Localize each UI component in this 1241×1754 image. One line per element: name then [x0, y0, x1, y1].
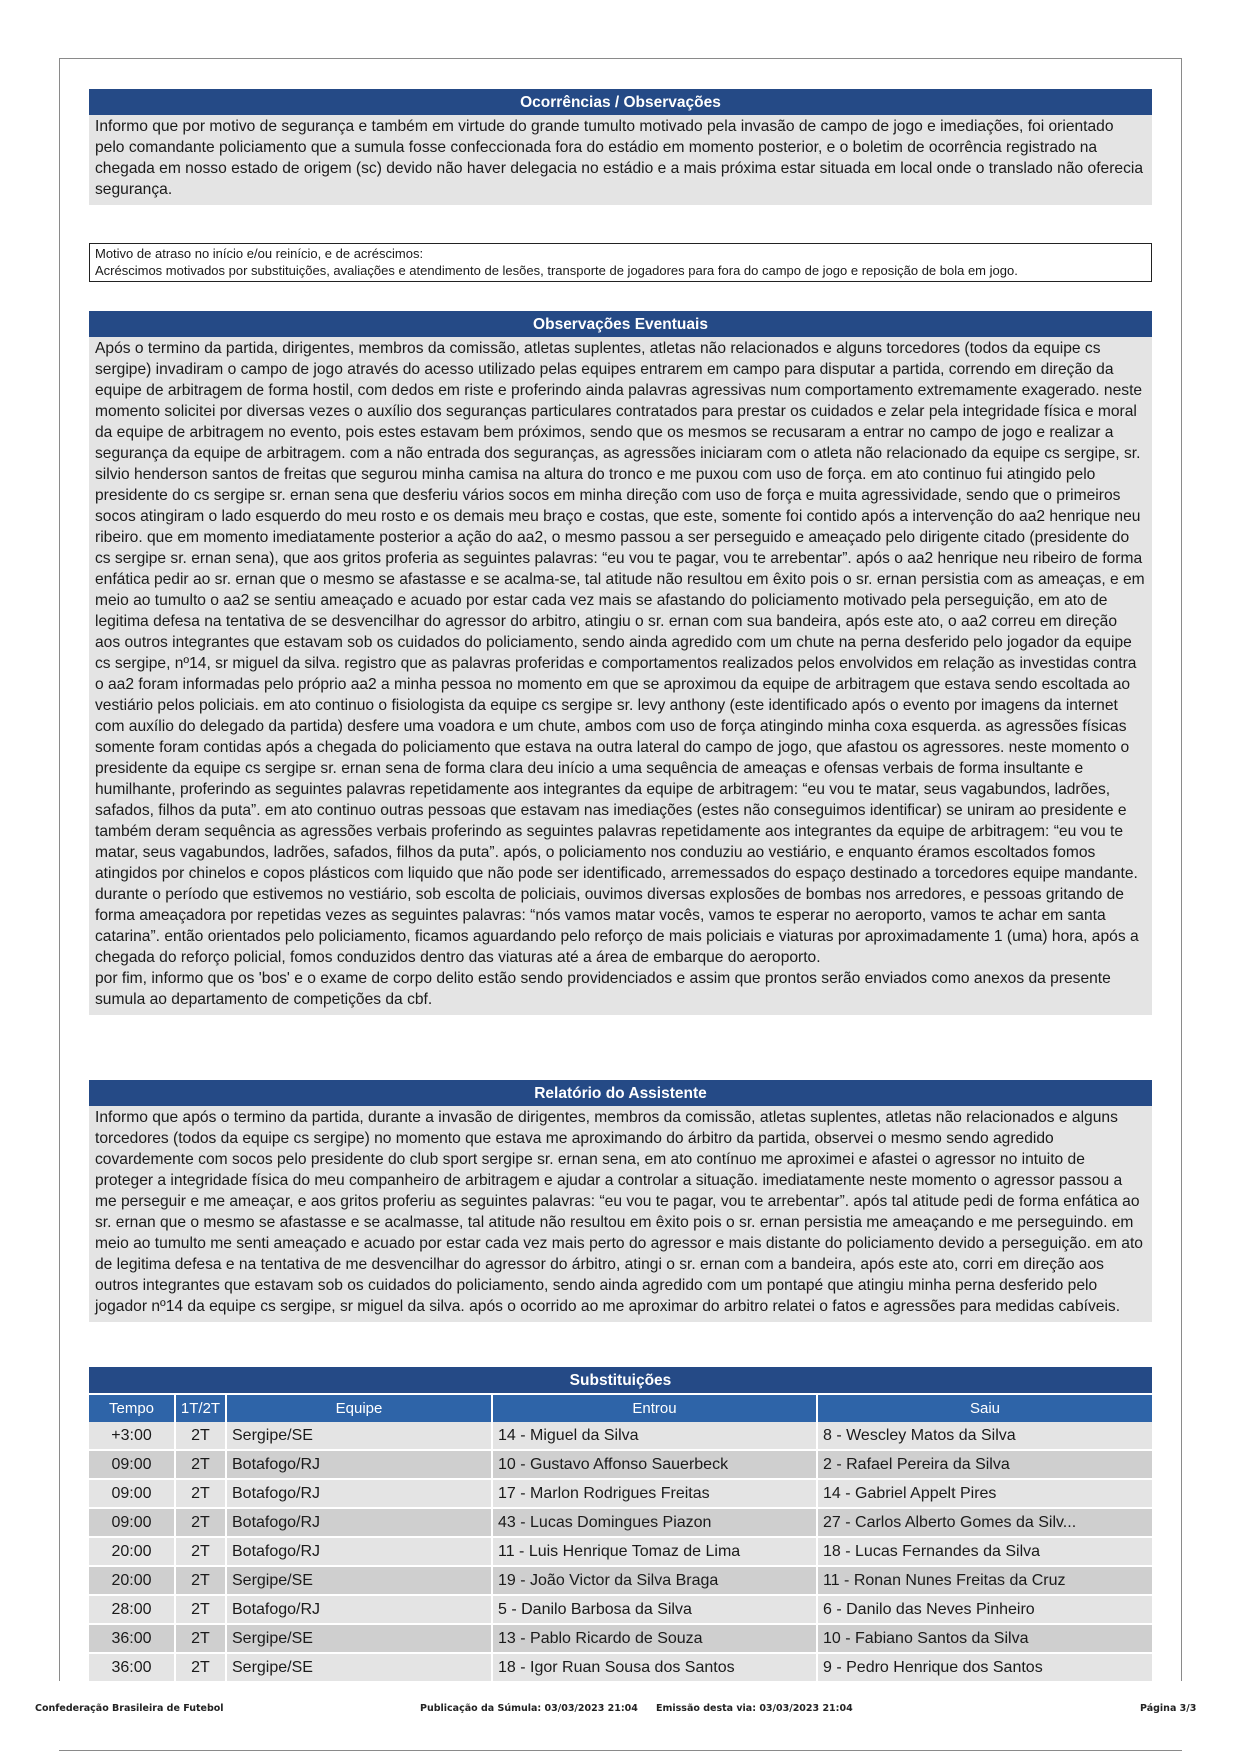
observacoes-paragraph-2: por fim, informo que os 'bos' e o exame de corpo delito estão sendo providenciados e assim que prontos serão enviados como anexos da presente sumula ao departamento de competições da cbf.	[95, 970, 1111, 1008]
table-row	[89, 1654, 1152, 1683]
cell-periodo: 2T	[176, 1596, 227, 1625]
cell-equipe: Botafogo/RJ	[227, 1596, 493, 1625]
table-row	[89, 1422, 1152, 1451]
footer-emissao: Emissão desta via: 03/03/2023 21:04	[656, 1703, 853, 1714]
cell-saiu: 11 - Ronan Nunes Freitas da Cruz	[818, 1567, 1152, 1596]
cell-tempo: 20:00	[89, 1567, 176, 1596]
cell-equipe: Botafogo/RJ	[227, 1538, 493, 1567]
cell-entrou: 5 - Danilo Barbosa da Silva	[493, 1596, 818, 1625]
ocorrencias-text	[89, 115, 1152, 205]
cell-saiu: 14 - Gabriel Appelt Pires	[818, 1480, 1152, 1509]
cell-equipe: Sergipe/SE	[227, 1625, 493, 1654]
cell-entrou: 11 - Luis Henrique Tomaz de Lima	[493, 1538, 818, 1567]
cell-saiu: 10 - Fabiano Santos da Silva	[818, 1625, 1152, 1654]
cell-saiu: 8 - Wescley Matos da Silva	[818, 1422, 1152, 1451]
cell-tempo: 36:00	[89, 1625, 176, 1654]
cell-periodo: 2T	[176, 1654, 227, 1683]
cell-tempo: 09:00	[89, 1451, 176, 1480]
ocorrencias-section	[89, 89, 1152, 205]
cell-equipe: Botafogo/RJ	[227, 1480, 493, 1509]
observacoes-title: Observações Eventuais	[89, 311, 1152, 337]
relatorio-paragraph: Informo que após o termino da partida, durante a invasão de dirigentes, membros da comissão, atletas suplentes, atletas não relacionados e alguns torcedores (todos da equipe cs sergipe) no momento que estava me aproximando do árbitro da partida, observei o mesmo sendo agredido covardemente com socos pelo presidente do club sport sergipe sr. ernan sena, em ato contínuo me aproximei e afastei o agressor no intuito de proteger a integridade física do meu companheiro de arbitragem e ajudar a controlar a situação. imediatamente neste momento o agressor passou a me perseguir e me ameaçar, e aos gritos proferiu as seguintes palavras: “eu vou te pagar, vou te arrebentar”. após tal atitude pedi de forma enfática ao sr. ernan que o mesmo se afastasse e se acalmasse, tal atitude não resultou em êxito pois o sr. ernan persistia me ameaçando e me perseguindo. em meio ao tumulto me senti ameaçado e acuado por estar cada vez mais perto do agressor e mais distante do policiamento devido a perseguição. em ato de legitima defesa e na tentativa de me desvencilhar do agressor do árbitro, atingi o sr. ernan com a bandeira, após este ato, corri em direção aos outros integrantes que estavam sob os cuidados do policiamento, sendo ainda agredido com um pontapé que atingiu minha perna desferido pelo jogador nº14 da equipe cs sergipe, sr miguel da silva. após o ocorrido ao me aproximar do arbitro relatei o fatos e agressões para medidas cabíveis.	[95, 1109, 1143, 1315]
cell-entrou: 13 - Pablo Ricardo de Souza	[493, 1625, 818, 1654]
footer-pagina: Página 3/3	[1140, 1703, 1197, 1714]
observacoes-paragraph-1: Após o termino da partida, dirigentes, membros da comissão, atletas suplentes, atletas não relacionados e alguns torcedores (todos da equipe cs sergipe) invadiram o campo de jogo através do acesso utilizado pelas equipes entrarem em campo para disputar a partida, correndo em direção da equipe de arbitragem de forma hostil, com dedos em riste e proferindo ainda palavras agressivas num comportamento extremamente exagerado. neste momento solicitei por diversas vezes o auxílio dos seguranças particulares contratados para prestar os cuidados e zelar pela integridade física e moral da equipe de arbitragem no evento, pois estes estavam bem próximos, sendo que os mesmos se recusaram a entrar no campo de jogo e realizar a segurança da equipe de arbitragem. com a não entrada dos seguranças, as agressões iniciaram com o atleta não relacionado da equipe cs sergipe, sr. silvio henderson santos de freitas que segurou minha camisa na altura do tronco e me puxou com uso de força. em ato continuo fui atingido pelo presidente do cs sergipe sr. ernan sena que desferiu vários socos em minha direção com uso de força e muita agressividade, sendo que o primeiros socos atingiram o lado esquerdo do meu rosto e os demais meu braço e costas, que este, somente foi contido após a intervenção do aa2 henrique neu ribeiro. que em momento imediatamente posterior a ação do aa2, o mesmo passou a ser perseguido e ameaçado pelo dirigente citado (presidente do cs sergipe sr. ernan sena), que aos gritos proferia as seguintes palavras: “eu vou te pagar, vou te arrebentar”. após o aa2 henrique neu ribeiro de forma enfática pedir ao sr. ernan que o mesmo se afastasse e se acalma-se, tal atitude não resultou em êxito pois o sr. ernan persistia com as ameaças, e em meio ao tumulto o aa2 se sentiu ameaçado e acuado por estar cada vez mais se afastando do policiamento motivado pela perseguição, em ato de legitima defesa na tentativa de se desvencilhar do agressor do arbitro, atingiu o sr. ernan com sua bandeira, após este ato, o aa2 correu em direção aos outros integrantes que estavam sob os cuidados do policiamento, sendo ainda agredido com um chute na perna desferido pelo jogador da equipe cs sergipe, nº14, sr miguel da silva. registro que as palavras proferidas e comportamentos realizados pelos envolvidos em relação as investidas contra o aa2 foram informadas pelo próprio aa2 a minha pessoa no momento em que se aproximou da equipe de arbitragem que estava sendo escoltada ao vestiário pelos policiais. em ato continuo o fisiologista da equipe cs sergipe sr. levy anthony (este identificado após o evento por imagens da internet com auxílio do delegado da partida) desfere uma voadora e um chute, ambos com uso de força atingindo minha coxa esquerda. as agressões físicas somente foram contidas após a chegada do policiamento que estava na outra lateral do campo de jogo, que afastou os agressores. neste momento o presidente da equipe cs sergipe sr. ernan sena de forma clara deu início a uma sequência de ameaças e ofensas verbais de forma insultante e humilhante, proferindo as seguintes palavras repetidamente aos integrantes da equipe de arbitragem: “eu vou te matar, seus vagabundos, ladrões, safados, filhos da puta”. em ato continuo outras pessoas que estavam nas imediações (estes não conseguimos identificar) se uniram ao presidente e também deram sequência as agressões verbais proferindo as seguintes palavras repetidamente aos integrantes da equipe de arbitragem: “eu vou te matar, seus vagabundos, ladrões, safados, filhos da puta”. após, o policiamento nos conduziu ao vestiário, e enquanto éramos escoltados fomos atingidos por chinelos e copos plásticos com liquido que não pode ser identificado, arremessados do espaço destinado a torcedores equipe mandante. durante o período que estivemos no vestiário, sob escolta de policiais, ouvimos diversas explosões de bombas nos arredores, e pessoas gritando de forma ameaçadora por repetidas vezes as seguintes palavras: “nós vamos matar vocês, vamos te esperar no aeroporto, vamos te achar em santa catarina”. então orientados pelo policiamento, ficamos aguardando pelo reforço de mais policiais e viaturas por aproximadamente 1 (uma) hora, após a chegada do reforço policial, fomos conduzidos dentro das viaturas até a área de embarque do aeroporto.	[95, 340, 1145, 966]
table-row	[89, 1451, 1152, 1480]
bottom-divider	[59, 1750, 1182, 1751]
footer-org: Confederação Brasileira de Futebol	[35, 1703, 224, 1714]
relatorio-title: Relatório do Assistente	[89, 1080, 1152, 1106]
cell-periodo: 2T	[176, 1567, 227, 1596]
cell-tempo: 36:00	[89, 1654, 176, 1683]
cell-entrou: 43 - Lucas Domingues Piazon	[493, 1509, 818, 1538]
cell-periodo: 2T	[176, 1480, 227, 1509]
substituicoes-title: Substituições	[89, 1367, 1152, 1395]
header-entrou: Entrou	[493, 1395, 818, 1422]
substituicoes-table	[89, 1395, 1152, 1683]
cell-tempo: +3:00	[89, 1422, 176, 1451]
cell-tempo: 20:00	[89, 1538, 176, 1567]
atraso-text: Acréscimos motivados por substituições, avaliações e atendimento de lesões, transporte de jogadores para fora do campo de jogo e reposição de bola em jogo.	[95, 263, 1018, 278]
atraso-label: Motivo de atraso no início e/ou reinício, e de acréscimos:	[95, 246, 424, 261]
header-saiu: Saiu	[818, 1395, 1152, 1422]
table-row	[89, 1596, 1152, 1625]
substituicoes-section	[89, 1367, 1152, 1683]
cell-periodo: 2T	[176, 1538, 227, 1567]
cell-equipe: Sergipe/SE	[227, 1567, 493, 1596]
relatorio-text	[89, 1106, 1152, 1322]
cell-saiu: 6 - Danilo das Neves Pinheiro	[818, 1596, 1152, 1625]
header-periodo: 1T/2T	[176, 1395, 227, 1422]
cell-entrou: 18 - Igor Ruan Sousa dos Santos	[493, 1654, 818, 1683]
table-row	[89, 1538, 1152, 1567]
cell-periodo: 2T	[176, 1422, 227, 1451]
atraso-box	[89, 243, 1152, 282]
cell-periodo: 2T	[176, 1451, 227, 1480]
footer-publicacao: Publicação da Súmula: 03/03/2023 21:04	[420, 1703, 638, 1714]
table-row	[89, 1480, 1152, 1509]
cell-saiu: 27 - Carlos Alberto Gomes da Silv...	[818, 1509, 1152, 1538]
cell-periodo: 2T	[176, 1625, 227, 1654]
cell-periodo: 2T	[176, 1509, 227, 1538]
cell-equipe: Sergipe/SE	[227, 1422, 493, 1451]
observacoes-text	[89, 337, 1152, 1015]
cell-saiu: 2 - Rafael Pereira da Silva	[818, 1451, 1152, 1480]
ocorrencias-paragraph: Informo que por motivo de segurança e também em virtude do grande tumulto motivado pela invasão de campo de jogo e imediações, foi orientado pelo comandante policiamento que a sumula fosse confeccionada fora do estádio em momento posterior, e o boletim de ocorrência registrado na chegada em nosso estado de origem (sc) devido não haver delegacia no estádio e a mais próxima estar situada em local onde o translado não oferecia segurança.	[95, 118, 1144, 198]
cell-equipe: Botafogo/RJ	[227, 1451, 493, 1480]
cell-entrou: 17 - Marlon Rodrigues Freitas	[493, 1480, 818, 1509]
cell-tempo: 28:00	[89, 1596, 176, 1625]
cell-saiu: 18 - Lucas Fernandes da Silva	[818, 1538, 1152, 1567]
table-row	[89, 1567, 1152, 1596]
cell-tempo: 09:00	[89, 1480, 176, 1509]
relatorio-section	[89, 1080, 1152, 1322]
ocorrencias-title: Ocorrências / Observações	[89, 89, 1152, 115]
table-row	[89, 1509, 1152, 1538]
header-tempo: Tempo	[89, 1395, 176, 1422]
cell-equipe: Sergipe/SE	[227, 1654, 493, 1683]
observacoes-section	[89, 311, 1152, 1015]
cell-equipe: Botafogo/RJ	[227, 1509, 493, 1538]
header-equipe: Equipe	[227, 1395, 493, 1422]
cell-entrou: 10 - Gustavo Affonso Sauerbeck	[493, 1451, 818, 1480]
cell-saiu: 9 - Pedro Henrique dos Santos	[818, 1654, 1152, 1683]
table-header-row	[89, 1395, 1152, 1422]
table-row	[89, 1625, 1152, 1654]
cell-entrou: 19 - João Victor da Silva Braga	[493, 1567, 818, 1596]
cell-tempo: 09:00	[89, 1509, 176, 1538]
cell-entrou: 14 - Miguel da Silva	[493, 1422, 818, 1451]
